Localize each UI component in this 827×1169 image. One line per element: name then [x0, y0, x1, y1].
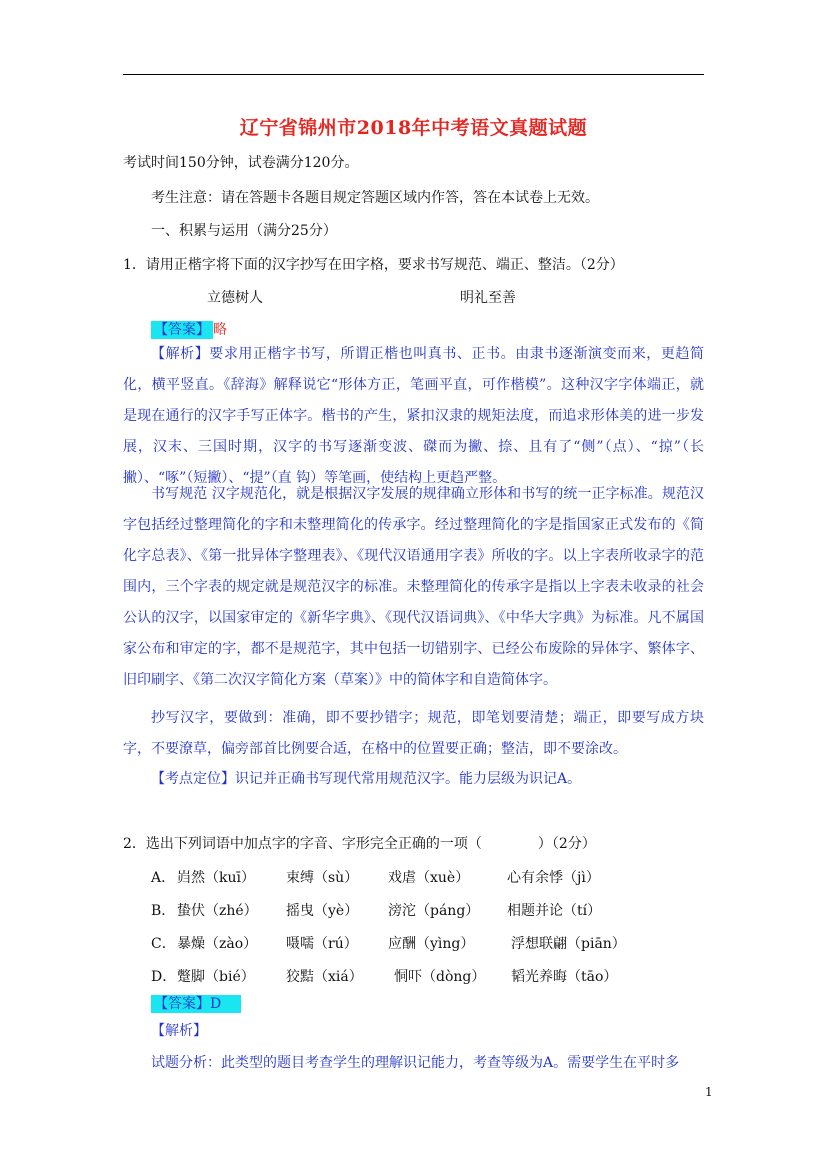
option-c-label: C．	[151, 936, 176, 952]
q2-answer	[151, 993, 241, 1013]
question-2-stem: 2．选出下列词语中加点字的字音、字形完全正确的一项（ ）（2分）	[123, 836, 596, 852]
exam-time: 考试时间150分钟，试卷满分120分。	[123, 155, 359, 171]
option-d-word-2: 狡黠（xiá）	[286, 969, 363, 985]
option-b-word-1: 蛰伏（zhé）	[177, 903, 258, 919]
option-d-label: D．	[151, 969, 177, 985]
answer-tag-label: 【答案】	[154, 996, 210, 1012]
answer-value: D	[210, 996, 222, 1012]
kaodian-text: 识记并正确书写现代常用规范汉字。能力层级为识记A。	[235, 771, 582, 787]
section-heading: 一、积累与运用（满分25分）	[151, 223, 337, 239]
option-a-word-2: 束缚（sù）	[286, 870, 359, 886]
option-b-word-4: 相题并论（tí）	[507, 903, 602, 919]
q1-kaodian	[151, 768, 581, 788]
kaodian-tag: 【考点定位】	[151, 771, 235, 787]
answer-tag: 【答案】	[151, 321, 213, 339]
option-c-word-1: 暴燥（zào）	[177, 936, 258, 952]
q2-answer-tag	[151, 995, 241, 1013]
option-c-word-2: 嗫嚅（rú）	[286, 936, 358, 952]
option-b-word-2: 摇曳（yè）	[286, 903, 359, 919]
page-number: 1	[705, 1085, 713, 1099]
option-c-word-4: 浮想联翩（piān）	[511, 936, 626, 952]
q1-analysis-paragraph-2: 书写规范 汉字规范化，就是根据汉字发展的规律确立形体和书写的统一正字标准。规范汉字包括经过整理简化的字和未整理简化的传承字。经过整理简化的字是指国家正式发布的《简化字总表》、《第一批异体字整理表》、《现代汉语通用字表》所收的字。以上字表所收录字的范围内，三个字表的规定就是规范汉字的标准。未整理简化的传承字是指以上字表未收录的社会公认的汉字，以国家审定的《新华字典》、《现代汉语词典》、《中华大字典》为标准。凡不属国家公布和审定的字，都不是规范字，其中包括一切错别字、已经公布废除的异体字、繁体字、旧印刷字、《第二次汉字简化方案（草案）》中的简体字和自造简体字。	[123, 486, 704, 688]
page-title: 辽宁省锦州市2018年中考语文真题试题	[239, 117, 588, 139]
option-d-word-1: 蹩脚（bié）	[177, 969, 255, 985]
q1-answer	[151, 319, 227, 339]
q1-analysis-paragraph-3: 抄写汉字，要做到：准确，即不要抄错字；规范，即笔划要清楚；端正，即要写成方块字，不要潦草，偏旁部首比例要合适，在格中的位置要正确；整洁，即不要涂改。	[123, 710, 704, 757]
option-a-word-4: 心有余悸（jì）	[507, 870, 600, 886]
header-rule	[123, 74, 704, 75]
q2-analysis-tag: 【解析】	[151, 1023, 207, 1039]
q1-analysis-paragraph-1	[123, 339, 704, 494]
exam-notice: 考生注意：请在答题卡各题目规定答题区域内作答，答在本试卷上无效。	[151, 190, 599, 206]
q2-analysis-text: 试题分析：此类型的题目考查学生的理解识记能力，考查等级为A。需要学生在平时多	[151, 1055, 680, 1071]
analysis-tag: 【解析】	[151, 346, 210, 362]
option-d-word-3: 恫吓（dòng）	[394, 969, 486, 985]
option-a-word-3: 戏虐（xuè）	[388, 870, 470, 886]
question-1-stem: 1．请用正楷字将下面的汉字抄写在田字格，要求书写规范、端正、整洁。（2分）	[123, 257, 624, 273]
analysis-text: 要求用正楷字书写，所谓正楷也叫真书、正书。由隶书逐渐演变而来，更趋简化，横平竖直。《辞海》解释说它“形体方正，笔画平直，可作楷模”。这种汉字字体端正，就是现在通行的汉字手写正体字。楷书的产生，紧扣汉隶的规矩法度，而追求形体美的进一步发展，汉末、三国时期，汉字的书写逐渐变波、磔而为撇、捺、且有了“侧”（点）、“掠”（长撇）、“啄”（短撇）、“提”（直 钩）等笔画，使结构上更趋严整。	[123, 346, 705, 486]
option-c-word-3: 应酬（yìng）	[388, 936, 475, 952]
option-d-word-4: 韬光养晦（tāo）	[511, 969, 618, 985]
answer-value: 略	[213, 322, 227, 338]
option-b-word-3: 滂沱（páng）	[388, 903, 480, 919]
option-b-label: B．	[151, 903, 176, 919]
q1-phrase-2: 明礼至善	[460, 290, 516, 306]
option-a-label: A．	[151, 870, 176, 886]
option-a-word-1: 岿然（kuī）	[177, 870, 255, 886]
q1-phrase-1: 立德树人	[207, 290, 263, 306]
